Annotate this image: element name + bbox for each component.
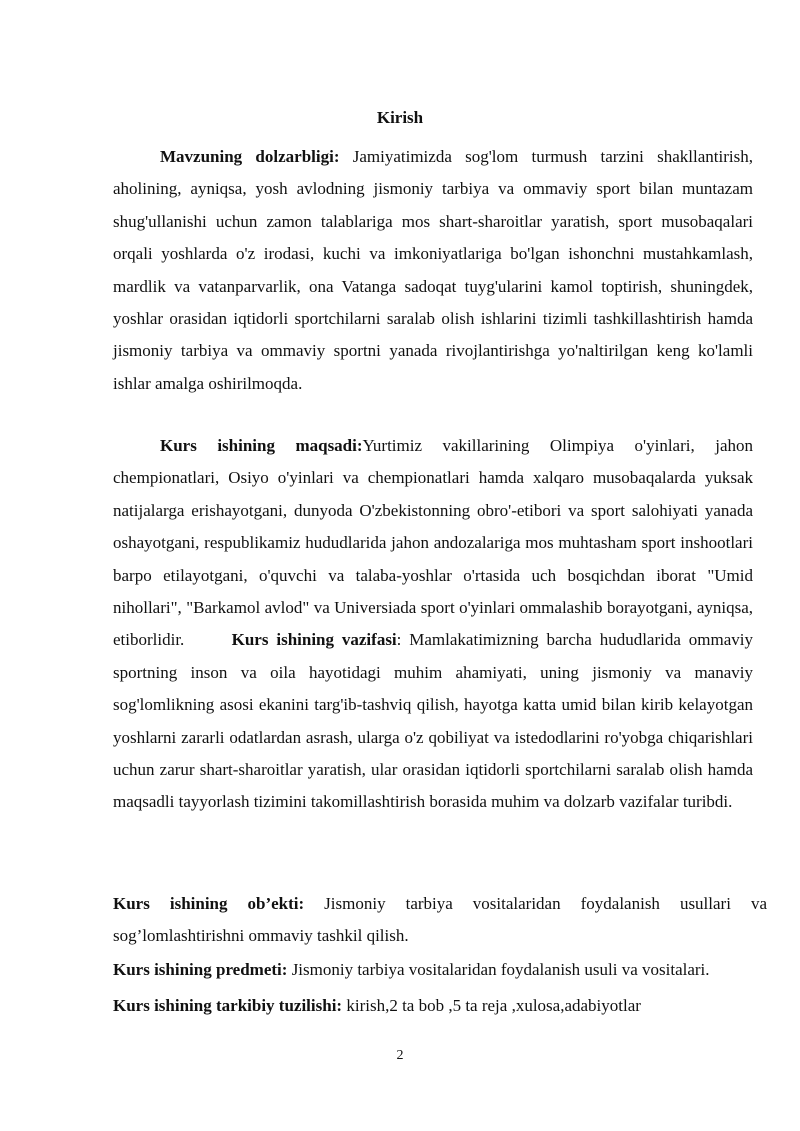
tasks-text: : Mamlakatimizning barcha hududlarida ommaviy sportning inson va oila hayotidagi muhim ahamiyati, uning jismoniy va manaviy sog'lomlikning asosi ekanini targ'ib-tashviq qilish, hayotga katta umid bilan kirib kelayotgan yoshlarni zararli odatlardan asrash, ularga o'z qobiliyat va istedodlarini ro'yobga chiqarishlari uchun zarur shart-sharoitlar yaratish, ular orasidan iqtidorli sportchilarni saralab olish hamda maqsadli tayyorlash tizimini takomillashtirish borasida muhim va dolzarb vazifalar turibdi.	[113, 630, 753, 812]
goal-text: Yurtimiz vakillarining Olimpiya o'yinlari, jahon chempionatlari, Osiyo o'yinlari va chempionatlari hamda xalqaro musobaqalarda yuksak natijalarga erishayotgani, dunyoda O'zbekistonning obro'-etibori va sport salohiyati yanada oshayotgani, respublikamiz hududlarida jahon andozalariga mos muhtasham sport inshootlari barpo etilayotgani, o'quvchi va talaba-yoshlar o'rtasida uch bosqichdan iborat "Umid nihollari", "Barkamol avlod" va Universiada sport o'yinlari ommalashib borayotgani, ayniqsa, etiborlidir.	[113, 436, 753, 650]
structure-text: kirish,2 ta bob ,5 ta reja ,xulosa,adabiyotlar	[342, 996, 641, 1015]
subject-label: Kurs ishining predmeti:	[113, 960, 288, 979]
paragraph-object	[113, 888, 767, 953]
paragraph-structure	[113, 990, 767, 1022]
page-number: 2	[396, 1048, 404, 1063]
relevance-label: Mavzuning dolzarbligi:	[160, 147, 340, 166]
paragraph-goal	[113, 430, 753, 819]
paragraph-relevance	[113, 141, 753, 400]
structure-label: Kurs ishining tarkibiy tuzilishi:	[113, 996, 343, 1015]
object-text: Jismoniy tarbiya vositalaridan foydalanish usullari va sog’lomlashtirishni ommaviy tashkil qilish.	[113, 894, 767, 946]
goal-label: Kurs ishining maqsadi:	[160, 436, 363, 455]
relevance-text: Jamiyatimizda sog'lom turmush tarzini shakllantirish, aholining, ayniqsa, yosh avlodning jismoniy tarbiya va ommaviy sport bilan muntazam shug'ullanishi uchun zamon talablariga mos shart-sharoitlar yaratish, sport musobaqalari orqali yoshlarda o'z irodasi, kuchi va imkoniyatlariga bo'lgan ishonchni mustahkamlash, mardlik va vatanparvarlik, ona Vatanga sadoqat tuyg'ularini kamol toptirish, shuningdek, yoshlar orasidan iqtidorli sportchilarni saralab olish ishlarini tizimli tashkillashtirish hamda jismoniy tarbiya va ommaviy sportni yanada rivojlantirishga yo'naltirilgan keng ko'lamli ishlar amalga oshirilmoqda.	[113, 147, 753, 393]
subject-text: Jismoniy tarbiya vositalaridan foydalanish usuli va vositalari.	[287, 960, 710, 979]
object-label: Kurs ishining ob’ekti:	[113, 894, 305, 913]
paragraph-subject	[113, 954, 767, 986]
tasks-label: Kurs ishining vazifasi	[231, 630, 397, 650]
page-title: Kirish	[376, 108, 424, 127]
